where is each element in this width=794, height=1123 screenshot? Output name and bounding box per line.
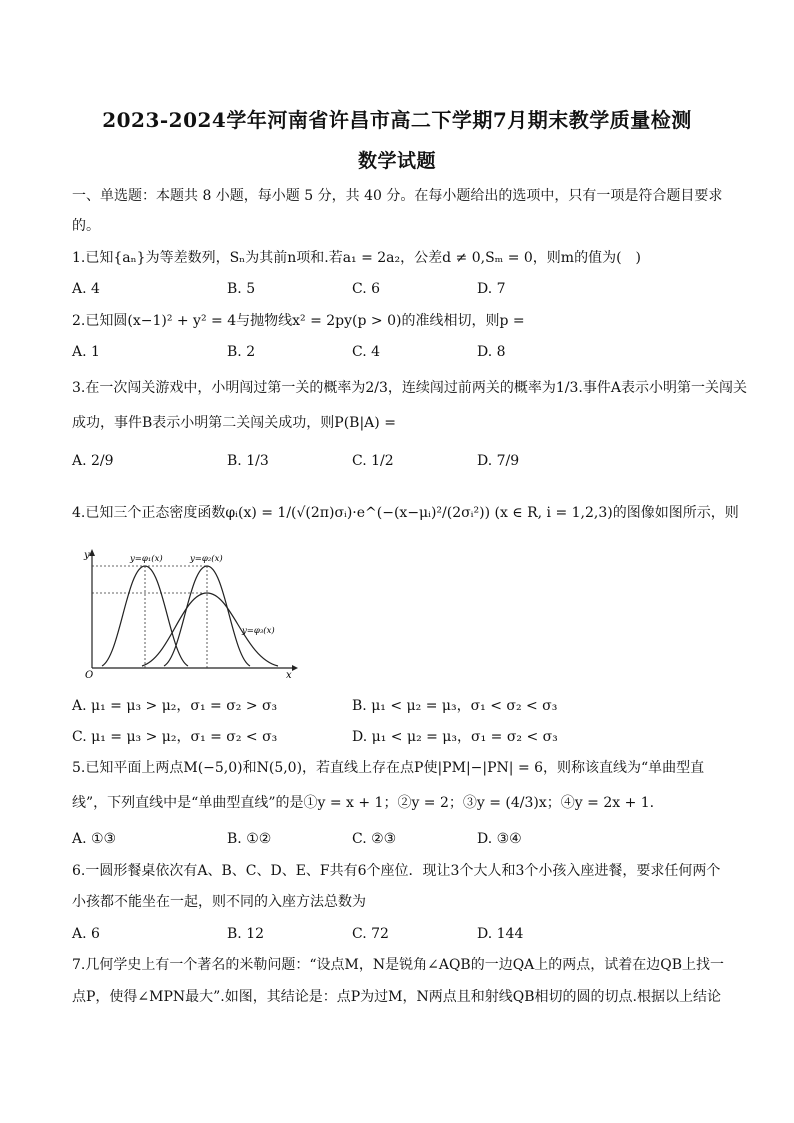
q5-option-d: D. ③④ bbox=[477, 831, 522, 847]
q4-option-a: A. μ₁ = μ₃ > μ₂，σ₁ = σ₂ > σ₃ bbox=[72, 698, 278, 714]
q1-option-b: B. 5 bbox=[227, 281, 256, 297]
q4-option-b: B. μ₁ < μ₂ = μ₃，σ₁ < σ₂ < σ₃ bbox=[352, 698, 558, 714]
x-axis-arrow bbox=[292, 665, 298, 671]
x-label: x bbox=[286, 670, 292, 680]
label-phi3: y=φ₃(x) bbox=[242, 626, 275, 636]
question-2: 2.已知圆(x−1)² + y² = 4与抛物线x² = 2py(p > 0)的准线相切，则p = bbox=[72, 313, 525, 329]
question-3-line1: 3.在一次闯关游戏中，小明闯过第一关的概率为2/3，连续闯过前两关的概率为1/3.事件A表示小明第一关闯关 bbox=[72, 380, 747, 396]
question-7-line2: 点P，使得∠MPN最大”.如图，其结论是：点P为过M，N两点且和射线QB相切的圆的切点.根据以上结论 bbox=[72, 989, 721, 1005]
q2-option-c: C. 4 bbox=[352, 344, 381, 360]
question-5-line1: 5.已知平面上两点M(−5,0)和N(5,0)，若直线上存在点P使|PM|−|PN| = 6，则称该直线为“单曲型直 bbox=[72, 760, 705, 776]
q2-option-d: D. 8 bbox=[477, 344, 506, 360]
q2-option-a: A. 1 bbox=[72, 344, 100, 360]
exam-subject: 数学试题 bbox=[357, 150, 436, 172]
q6-option-c: C. 72 bbox=[352, 926, 389, 942]
y-axis-arrow bbox=[89, 549, 95, 556]
section-heading-line2: 的。 bbox=[72, 218, 100, 234]
y-label: y bbox=[84, 550, 90, 561]
question-3-line2: 成功，事件B表示小明第二关闯关成功，则P(B|A) = bbox=[72, 415, 396, 431]
q6-option-a: A. 6 bbox=[72, 926, 100, 942]
q2-option-b: B. 2 bbox=[227, 344, 256, 360]
q1-option-c: C. 6 bbox=[352, 281, 381, 297]
label-phi1: y=φ₁(x) bbox=[130, 554, 163, 564]
label-phi2: y=φ₂(x) bbox=[190, 554, 223, 564]
question-6-line1: 6.一圆形餐桌依次有A、B、C、D、E、F共有6个座位．现让3个大人和3个小孩入座进餐，要求任何两个 bbox=[72, 863, 721, 879]
q6-option-d: D. 144 bbox=[477, 926, 524, 942]
question-5-line2: 线”，下列直线中是“单曲型直线”的是①y = x + 1；②y = 2；③y = (4/3)x；④y = 2x + 1. bbox=[72, 795, 655, 811]
q4-option-c: C. μ₁ = μ₃ > μ₂，σ₁ = σ₂ < σ₃ bbox=[72, 729, 278, 745]
q5-option-b: B. ①② bbox=[227, 831, 272, 847]
q1-option-d: D. 7 bbox=[477, 281, 506, 297]
question-4: 4.已知三个正态密度函数φᵢ(x) = 1/(√(2π)σᵢ)·e^(−(x−μᵢ)²/(2σᵢ²)) (x ∈ R, i = 1,2,3)的图像如图所示，则 bbox=[72, 505, 739, 521]
section-heading-line1: 一、单选题：本题共 8 小题，每小题 5 分，共 40 分。在每小题给出的选项中，只有一项是符合题目要求 bbox=[72, 188, 723, 204]
origin-label: O bbox=[85, 670, 94, 680]
q3-option-d: D. 7/9 bbox=[477, 453, 520, 469]
exam-title: 2023-2024学年河南省许昌市高二下学期7月期末教学质量检测 bbox=[102, 108, 692, 132]
normal-density-graph bbox=[82, 546, 298, 680]
question-7-line1: 7.几何学史上有一个著名的米勒问题：“设点M，N是锐角∠AQB的一边QA上的两点，试着在边QB上找一 bbox=[72, 957, 725, 973]
q3-option-b: B. 1/3 bbox=[227, 453, 269, 469]
q3-option-c: C. 1/2 bbox=[352, 453, 394, 469]
question-6-line2: 小孩都不能坐在一起，则不同的入座方法总数为 bbox=[72, 894, 366, 910]
q6-option-b: B. 12 bbox=[227, 926, 265, 942]
q3-option-a: A. 2/9 bbox=[72, 453, 114, 469]
q1-option-a: A. 4 bbox=[72, 281, 100, 297]
q4-option-d: D. μ₁ < μ₂ = μ₃，σ₁ = σ₂ < σ₃ bbox=[352, 729, 558, 745]
q5-option-a: A. ①③ bbox=[72, 831, 117, 847]
question-1: 1.已知{aₙ}为等差数列，Sₙ为其前n项和.若a₁ = 2a₂，公差d ≠ 0,Sₘ = 0，则m的值为( ) bbox=[72, 250, 642, 266]
q5-option-c: C. ②③ bbox=[352, 831, 397, 847]
